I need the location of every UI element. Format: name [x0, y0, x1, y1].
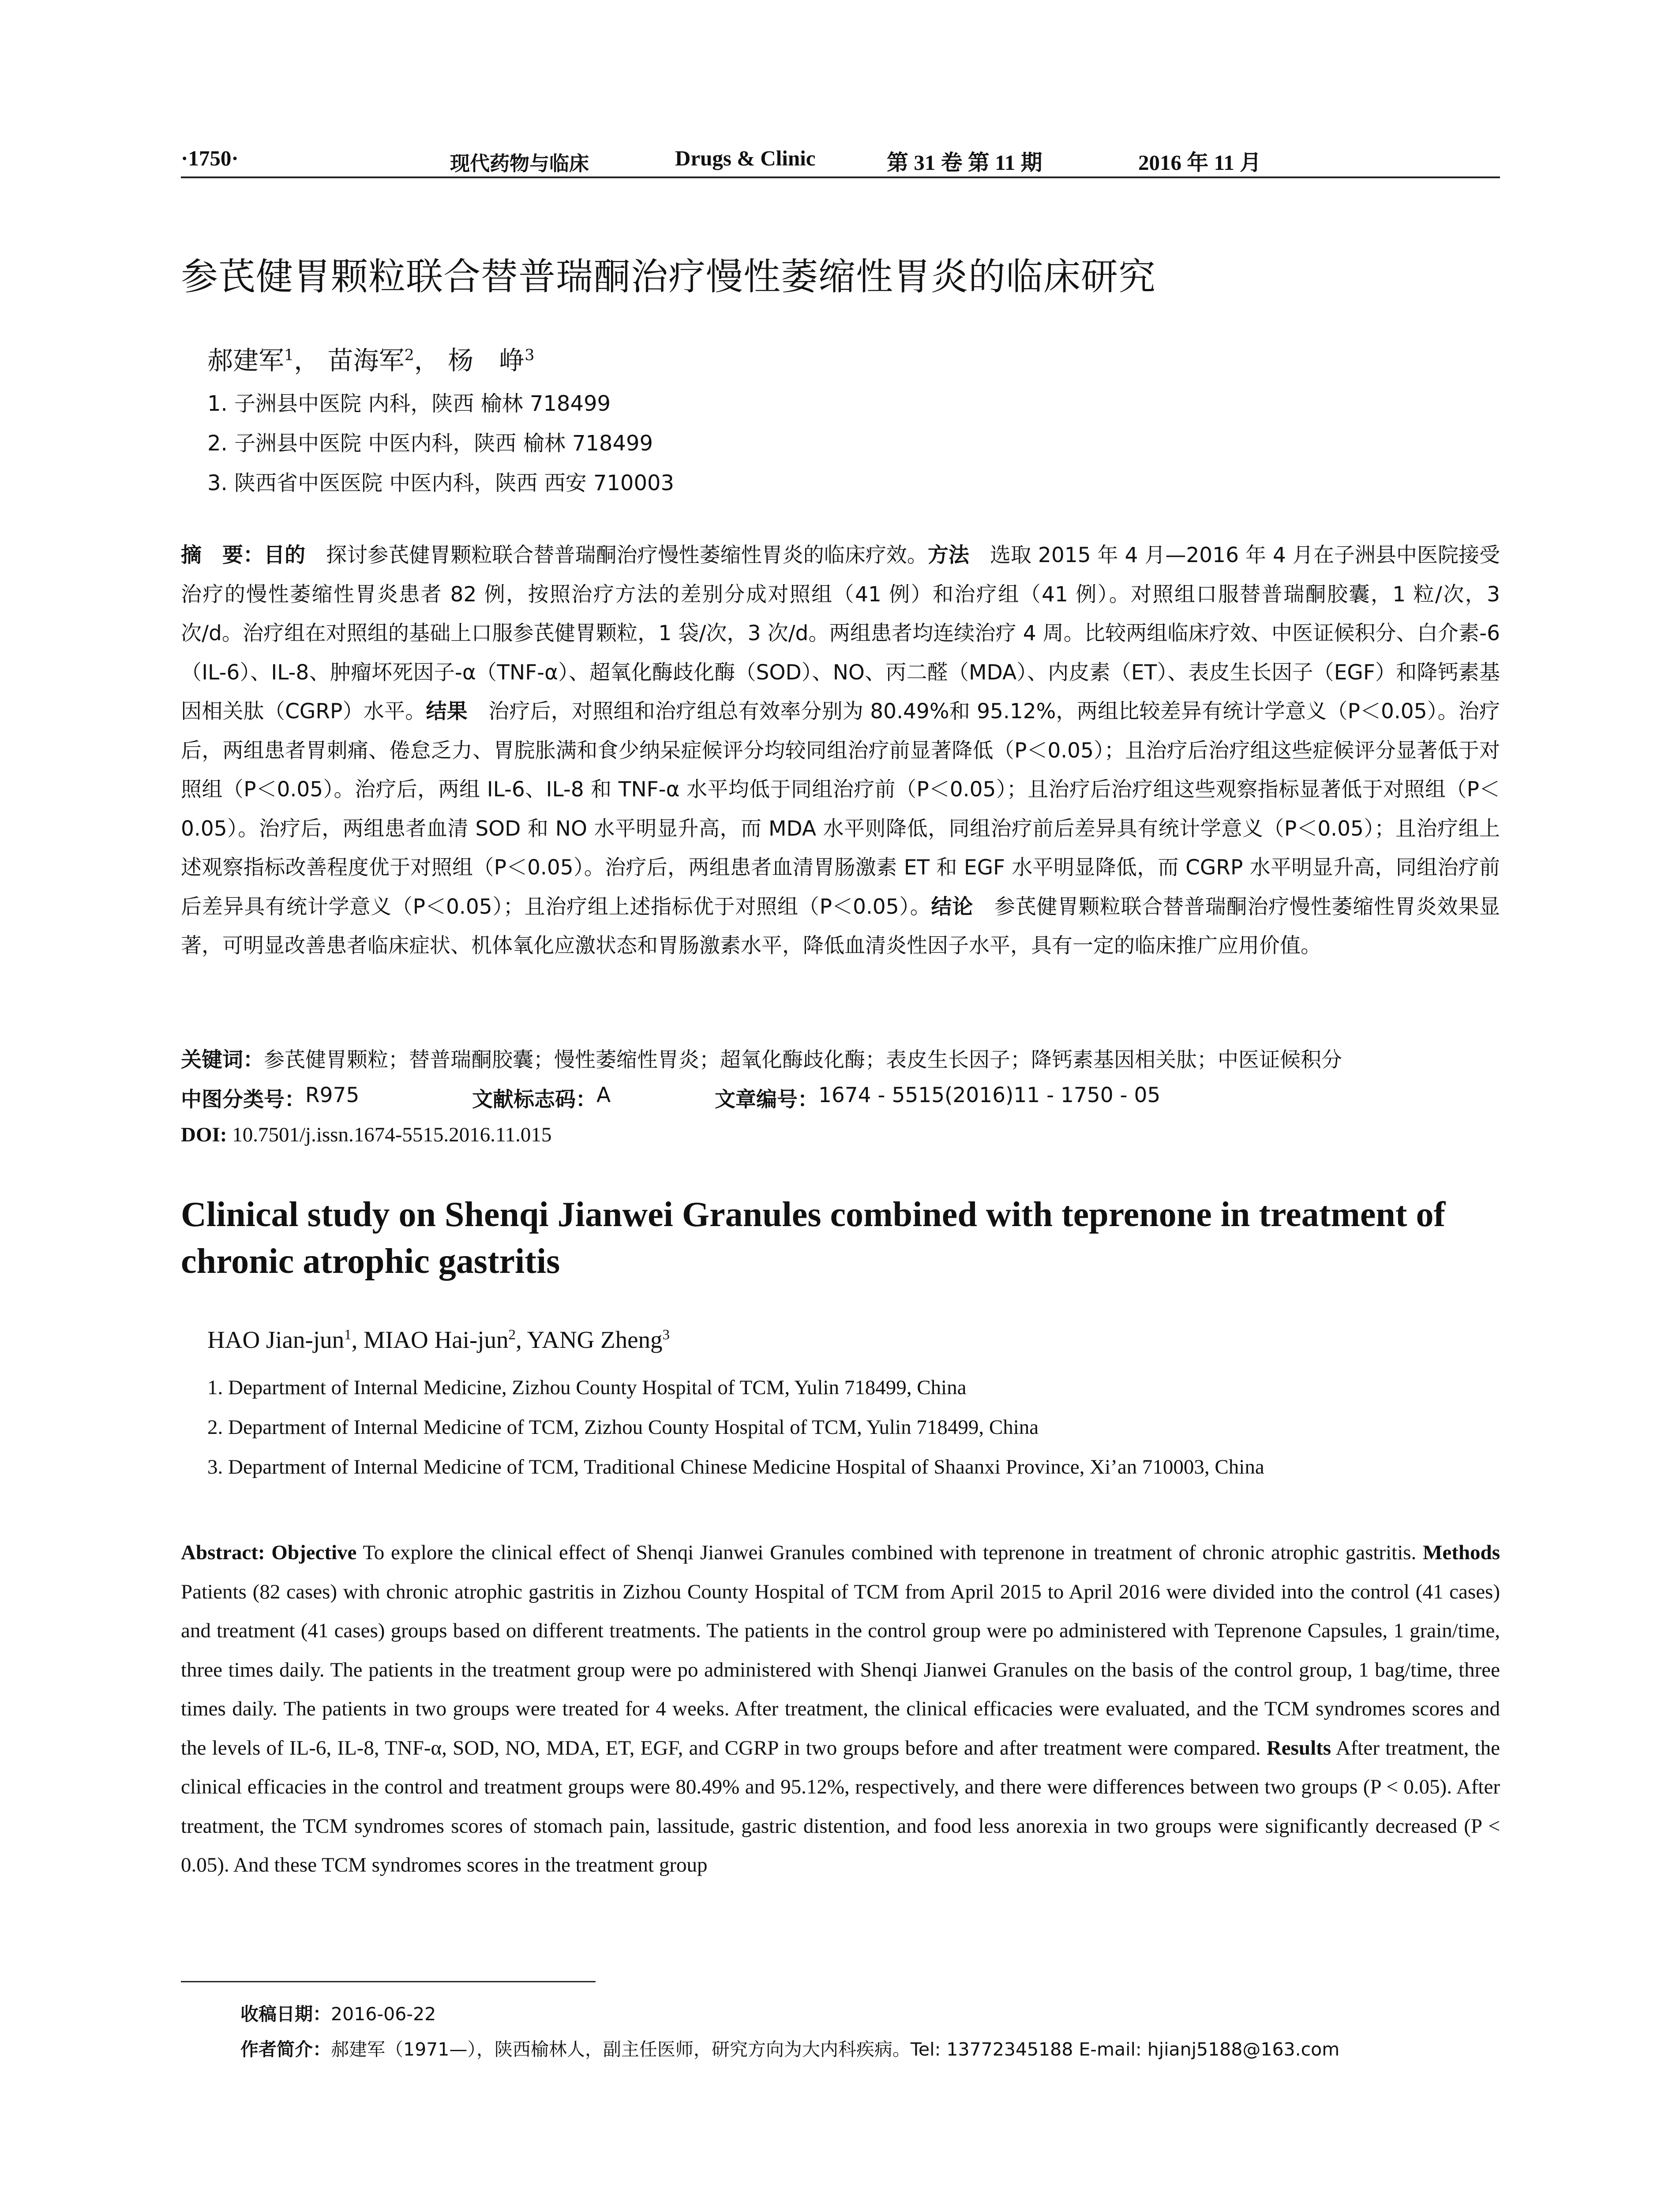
volume-issue: 第 31 卷 第 11 期: [887, 150, 1042, 175]
received-value: 2016-06-22: [331, 2003, 436, 2025]
clc-value: R975: [305, 1083, 360, 1107]
keywords-cn: [181, 1043, 1342, 1073]
authors-cn: 郝建军$^1$， 苗海军$^2$， 杨 峥$^3$: [207, 345, 535, 375]
objective-text: To explore the clinical effect of Shenqi Jianwei Granules combined with teprenone in treatment of chronic atrophic gastritis.: [356, 1541, 1423, 1564]
doi-value[interactable]: 10.7501/j.issn.1674-5515.2016.11.015: [227, 1123, 552, 1146]
affiliations-cn: [207, 384, 674, 503]
author-sup: 1: [284, 346, 294, 364]
article-number-label: 文章编号：: [715, 1088, 818, 1112]
header-divider: [181, 176, 1500, 178]
results-label: 结果: [426, 699, 468, 724]
clc-label: 中图分类号：: [181, 1088, 305, 1112]
article-number-value: 1674 - 5515(2016)11 - 1750 - 05: [818, 1083, 1161, 1107]
author-name: MIAO Hai-jun: [364, 1326, 509, 1353]
author-name: 杨 峥: [448, 345, 525, 375]
affiliation: 2. Department of Internal Medicine of TCM, Zizhou County Hospital of TCM, Yulin 718499, China: [207, 1416, 1039, 1439]
footnotes: [240, 1996, 1339, 2067]
authors-en: HAO Jian-jun$^1$, MIAO Hai-jun$^2$, YANG Zheng$^3$: [207, 1326, 670, 1353]
objective-label: 目的: [264, 543, 306, 567]
author-sup: 1: [344, 1327, 352, 1343]
received-date: [240, 1996, 1339, 2032]
author-name: 郝建军: [207, 345, 285, 375]
doi-label: DOI:: [181, 1123, 227, 1146]
page-number: ·1750·: [181, 146, 239, 170]
author-bio-text: 郝建军（1971—），陕西榆林人，副主任医师，研究方向为大内科疾病。Tel: 13772345188 E-mail: hjianj5188@163.com: [331, 2039, 1340, 2060]
journal-name-en: Drugs & Clinic: [675, 146, 816, 170]
author-name: YANG Zheng: [527, 1326, 663, 1353]
running-header: [181, 140, 1500, 176]
methods-text: 选取 2015 年 4 月—2016 年 4 月在子洲县中医院接受治疗的慢性萎缩性胃炎患者 82 例，按照治疗方法的差别分成对照组（41 例）和治疗组（41 例）。对照组口服替普瑞酮胶囊，1 粒/次，3 次/d。治疗组在对照组的基础上口服参芪健胃颗粒，1 袋/次，3 次/d。两组患者均连续治疗 4 周。比较两组临床疗效、中医证候积分、白介素-6（IL-6）、IL-8、肿瘤坏死因子-α（TNF-α）、超氧化酶歧化酶（SOD）、NO、丙二醛（MDA）、内皮素（ET）、表皮生长因子（EGF）和降钙素基因相关肽（CGRP）水平。: [181, 543, 1500, 724]
classification-line: [181, 1083, 1500, 1114]
author-bio-label: 作者简介：: [240, 2039, 331, 2060]
doc-code-label: 文献标志码：: [472, 1088, 596, 1112]
affiliation: 1. Department of Internal Medicine, Zizhou County Hospital of TCM, Yulin 718499, China: [207, 1376, 967, 1399]
author-sup: 2: [508, 1327, 516, 1343]
results-text: After treatment, the clinical efficacies in the control and treatment groups were 80.49% and 95.12%, respectively, and there were differences between two groups (P < 0.05). After treatment, the TCM syndromes scores of stomach pain, lassitude, gastric distention, and food less anorexia in two groups were significantly decreased (P < 0.05). And these TCM syndromes scores in the treatment group: [181, 1736, 1500, 1876]
affiliation: 3. Department of Internal Medicine of TCM, Traditional Chinese Medicine Hospital of Shaanxi Province, Xi’an 710003, China: [207, 1456, 1264, 1478]
received-label: 收稿日期：: [240, 2003, 331, 2025]
doc-code-value: A: [596, 1083, 611, 1107]
affiliation: 3. 陕西省中医医院 中医内科，陕西 西安 710003: [207, 471, 675, 495]
affiliation: 2. 子洲县中医院 中医内科，陕西 榆林 718499: [207, 431, 653, 456]
author-name: 苗海军: [327, 345, 405, 375]
methods-text: Patients (82 cases) with chronic atrophic gastritis in Zizhou County Hospital of TCM from April 2015 to April 2016 were divided into the control (41 cases) and treatment (41 cases) groups based on different treatments. The patients in the control group were po administered with Teprenone Capsules, 1 grain/time, three times daily. The patients in the treatment group were po administered with Shenqi Jianwei Granules on the basis of the control group, 1 bag/time, three times daily. The patients in two groups were treated for 4 weeks. After treatment, the clinical efficacies were evaluated, and the TCM syndromes scores and the levels of IL-6, IL-8, TNF-α, SOD, NO, MDA, ET, EGF, and CGRP in two groups before and after treatment were compared.: [181, 1580, 1500, 1760]
affiliation: 1. 子洲县中医院 内科，陕西 榆林 718499: [207, 391, 611, 416]
objective-text: 探讨参芪健胃颗粒联合替普瑞酮治疗慢性萎缩性胃炎的临床疗效。: [305, 543, 928, 567]
title-cn: 参芪健胃颗粒联合替普瑞酮治疗慢性萎缩性胃炎的临床研究: [181, 255, 1156, 298]
methods-label: 方法: [927, 543, 969, 567]
issue-date: 2016 年 11 月: [1138, 150, 1262, 175]
methods-label: Methods: [1423, 1541, 1500, 1564]
journal-name-cn: 现代药物与临床: [450, 152, 589, 175]
abstract-cn: [181, 536, 1500, 966]
keywords-text: 参芪健胃颗粒；替普瑞酮胶囊；慢性萎缩性胃炎；超氧化酶歧化酶；表皮生长因子；降钙素基因相关肽；中医证候积分: [264, 1048, 1342, 1072]
results-text: 治疗后，对照组和治疗组总有效率分别为 80.49%和 95.12%，两组比较差异有统计学意义（P＜0.05）。治疗后，两组患者胃刺痛、倦怠乏力、胃脘胀满和食少纳呆症候评分均较同组治疗前显著降低（P＜0.05）；且治疗后治疗组这些症候评分显著低于对照组（P＜0.05）。治疗后，两组 IL-6、IL-8 和 TNF-α 水平均低于同组治疗前（P＜0.05）；且治疗后治疗组这些观察指标显著低于对照组（P＜0.05）。治疗后，两组患者血清 SOD 和 NO 水平明显升高，而 MDA 水平则降低，同组治疗前后差异具有统计学意义（P＜0.05）；且治疗组上述观察指标改善程度优于对照组（P＜0.05）。治疗后，两组患者血清胃肠激素 ET 和 EGF 水平明显降低，而 CGRP 水平明显升高，同组治疗前后差异具有统计学意义（P＜0.05）；且治疗组上述指标优于对照组（P＜0.05）。: [181, 699, 1500, 919]
author-bio: [240, 2032, 1339, 2067]
title-en: Clinical study on Shenqi Jianwei Granules combined with teprenone in treatment of chronic atrophic gastritis: [181, 1195, 1446, 1281]
conclusion-text: 参芪健胃颗粒联合替普瑞酮治疗慢性萎缩性胃炎效果显著，可明显改善患者临床症状、机体氧化应激状态和胃肠激素水平，降低血清炎性因子水平，具有一定的临床推广应用价值。: [181, 894, 1500, 958]
abstract-label: 摘 要：: [181, 543, 264, 567]
footnote-divider: [181, 1981, 596, 1982]
keywords-label: 关键词：: [181, 1048, 264, 1072]
abstract-objective-label: Abstract: Objective: [181, 1541, 357, 1564]
results-label: Results: [1266, 1736, 1331, 1760]
author-name: HAO Jian-jun: [207, 1326, 345, 1353]
author-sup: 3: [662, 1327, 670, 1343]
conclusion-label: 结论: [931, 894, 974, 919]
abstract-en: [181, 1533, 1500, 1885]
affiliations-en: [207, 1368, 1264, 1487]
author-sup: 3: [525, 346, 535, 364]
author-sup: 2: [404, 346, 414, 364]
doi-line: [181, 1123, 551, 1147]
